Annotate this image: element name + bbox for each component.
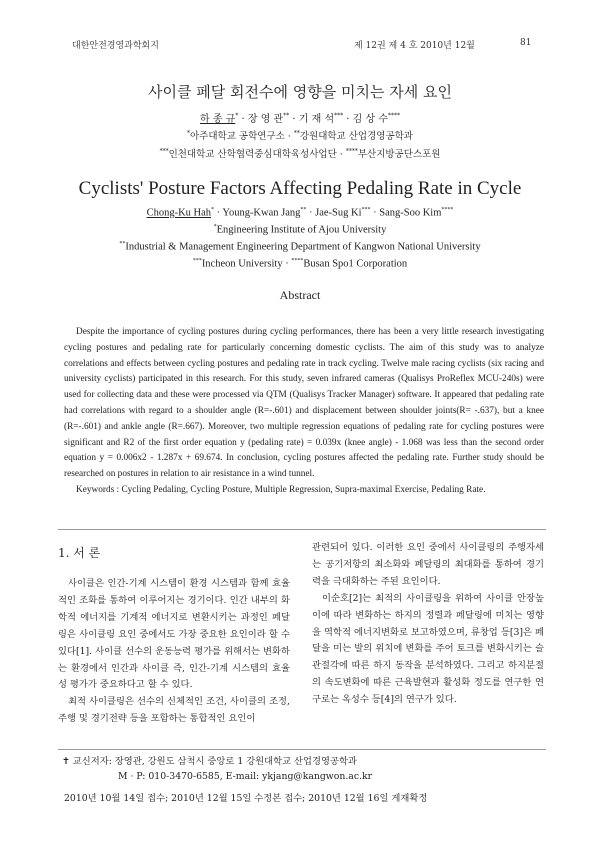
dagger-icon: ✝ (62, 756, 70, 767)
author-4-en: Sang-Soo Kim (379, 207, 442, 219)
english-affiliation-2 (0, 241, 600, 253)
affil-mark: **** (291, 258, 304, 264)
page-number: 81 (520, 38, 532, 48)
affil-mark: ** (293, 129, 300, 137)
submission-dates: 2010년 10월 14일 접수; 2010년 12월 15일 수정본 접수; 2010년 12월 16일 게재확정 (64, 793, 428, 804)
korean-authors (0, 110, 600, 125)
paragraph: 관련되어 있다. 이러한 요인 중에서 사이클링의 주행자세는 공기저항의 최소화와 페달링의 최대화를 통하여 경기력을 극대화하는 주된 요인이다. (312, 542, 544, 587)
abstract-heading: Abstract (279, 288, 321, 302)
author-2-mark: ** (283, 112, 290, 120)
contact-info: M · P: 010-3470-6585, E-mail: ykjang@kangwon.ac.kr (118, 771, 373, 782)
abstract (64, 325, 544, 499)
separator: · (343, 114, 353, 125)
separator: · (289, 114, 299, 125)
corresponding-author (62, 753, 357, 767)
affiliation-3-ko: 인천대학교 산학협력중심대학육성사업단 (168, 149, 337, 160)
paragraph: 이순호[2]는 최적의 사이클링을 위하여 사이클 안장높이에 따라 변화하는 하지의 정렬과 페달링에 미치는 영향을 역학적 에너지변화로 보고하였으며, 류창업 등[3]은 페달을 미는 발의 위치에 변화를 주어 토크를 변화시키는 슬관절각에 따른 하지 동작을 분석하였다. 그리고 하지분절의 속도변화에 따른 근육발현과 활성화 정도를 연구한 연구로는 옥성수 등[4]의 연구가 있다. (312, 592, 544, 706)
author-3-mark: *** (334, 112, 344, 120)
affiliation-2-ko: 강원대학교 산업경영공학과 (299, 131, 413, 142)
abstract-body: Despite the importance of cycling postures during cycling performances, there has been a very little research investigating cycling postures and pedaling rate for particularly concerning domestic cyclists. The aim of this study was to analyze correlations and effects between cycling postures and pedaling rate in track cycling. Twelve male racing cyclists (six racing and university cyclists) participated in this research. For this study, seven infrared cameras (Qualisys ProReflex MCU-240s) were used for collecting data and these were processed via QTM (Qualisys Tracker Manager) software. It appeared that pedaling rate had correlations with regard to a shoulder angle (R=-.601) and displacement between shoulder joints(R= -.637), but a knee (R=-.601) and ankle angle (R=.667). Moreover, two multiple regression equations of pedaling rate for cycling postures were significant and R2 of the first order equation y (pedaling rate) = 0.039x (knee angle) - 1.068 was less than the second order equation y = 0.006x2 - 1.287x + 69.674. In conclusion, cycling postures affected the pedaling rate. Further study should be researched on postures in relation to air resistance in a wind tunnel. (64, 327, 544, 480)
footnote-divider (58, 749, 546, 750)
author-4-ko: 김 상 수 (352, 114, 388, 125)
author-1-en: Chong-Ku Hah (146, 207, 212, 219)
author-3-mark: *** (361, 207, 371, 213)
affiliation-3-en: Incheon University (201, 258, 283, 270)
korean-affiliation-line-2 (0, 146, 600, 160)
affiliation-1-ko: 아주대학교 공학연구소 (189, 131, 285, 142)
author-2-en: Young-Kwan Jang (222, 207, 301, 219)
affiliation-2-en: Industrial & Management Engineering Department of Kangwon National University (125, 241, 481, 253)
affil-mark: **** (345, 147, 358, 155)
author-4-mark: **** (388, 112, 400, 120)
separator: · (282, 258, 292, 270)
issue-info: 제 12권 제 4 호 2010년 12월 (354, 41, 475, 51)
separator: · (336, 149, 346, 160)
affil-mark: * (213, 224, 217, 230)
author-4-mark: **** (441, 207, 454, 213)
affil-mark: *** (192, 258, 202, 264)
separator: · (238, 114, 248, 125)
korean-affiliation-line-1 (0, 128, 600, 142)
affiliation-4-en: Busan Spo1 Corporation (303, 258, 408, 270)
author-3-ko: 기 재 석 (298, 114, 335, 125)
affil-mark: * (186, 129, 190, 137)
paragraph: 사이클은 인간-기계 시스템이 환경 시스템과 함께 효율적인 조화를 통하여 이루어지는 경기이다. 인간 내부의 화학적 에너지를 기계적 에너지로 변환시키는 과정인 페달링은 사이클링 요인 중에서도 가장 중요한 요인이라 할 수 있다[1]. 사이클 선수의 운동능력 평가를 위해서는 변화하는 환경에서 인간과 사이클 즉, 인간-기계 시스템의 효율성 평가가 중요하다고 할 수 있다. (58, 578, 290, 691)
journal-name: 대한안전경영과학회지 (72, 41, 159, 51)
paragraph: 최적 사이클링은 선수의 신체적인 조건, 사이클의 조정, 주행 및 경기전략 등을 포함하는 통합적인 요인이 (58, 696, 290, 725)
english-authors (0, 207, 600, 219)
author-3-en: Jae-Sug Ki (315, 207, 362, 219)
keywords: Keywords : Cycling Pedaling, Cycling Posture, Multiple Regression, Supra-maximal Exercise, Pedaling Rate. (76, 484, 486, 495)
affil-mark: ** (119, 241, 126, 247)
author-1-mark: * (211, 207, 215, 213)
left-column (58, 576, 290, 728)
author-1-ko: 하 종 규 (199, 114, 236, 125)
author-2-ko: 장 영 관 (247, 114, 284, 125)
english-affiliation-3 (0, 258, 600, 270)
right-column (312, 540, 544, 709)
separator: · (214, 207, 223, 219)
separator: · (306, 207, 316, 219)
affiliation-1-en: Engineering Institute of Ajou University (216, 224, 387, 236)
section-heading-introduction: 1. 서 론 (58, 546, 101, 560)
english-affiliation-1 (0, 224, 600, 236)
affil-mark: *** (159, 147, 169, 155)
separator: · (284, 131, 294, 142)
affiliation-4-ko: 부산지방공단스포원 (357, 149, 441, 160)
author-2-mark: ** (300, 207, 307, 213)
author-1-mark: * (235, 112, 239, 120)
separator: · (370, 207, 380, 219)
korean-title: 사이클 페달 회전수에 영향을 미치는 자세 요인 (148, 83, 452, 101)
english-title: Cyclists' Posture Factors Affecting Pedaling Rate in Cycle (78, 178, 522, 199)
section-divider (58, 529, 546, 530)
corresponding-author-text: 교신저자: 장영관, 강원도 삼척시 중앙로 1 강원대학교 산업경영공학과 (72, 756, 357, 767)
